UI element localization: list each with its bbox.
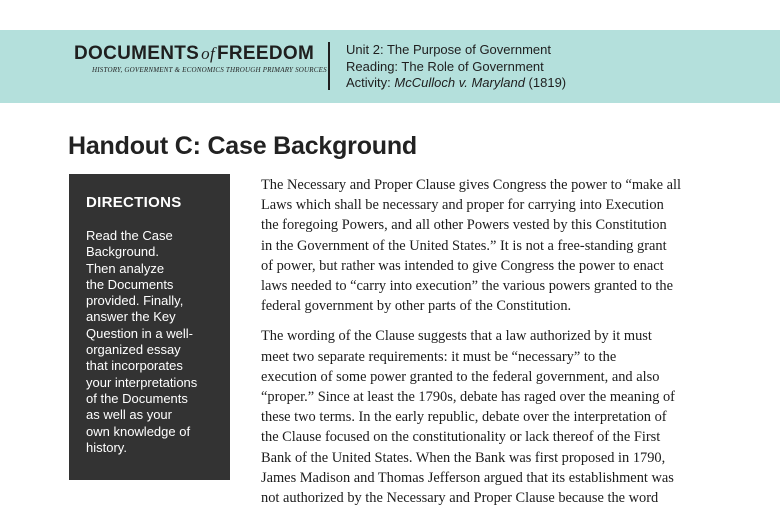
page-title: Handout C: Case Background xyxy=(68,132,417,160)
text-line: laws needed to “carry into execution” the various powers granted to the xyxy=(261,278,673,295)
directions-line: that incorporates xyxy=(86,358,183,374)
activity-line xyxy=(346,75,566,92)
text-line: “proper.” Since at least the 1790s, debate has raged over the meaning of xyxy=(261,389,675,406)
header-divider xyxy=(328,42,330,90)
text-line: meet two separate requirements: it must be “necessary” to the xyxy=(261,348,617,365)
logo-tagline: HISTORY, GOVERNMENT & ECONOMICS THROUGH PRIMARY SOURCES xyxy=(92,66,327,74)
text-line: Bank of the United States. When the Bank was first proposed in 1790, xyxy=(261,449,666,466)
directions-box xyxy=(69,174,230,480)
directions-line: organized essay xyxy=(86,342,181,358)
text-line: of power, but rather was intended to give Congress the power to enact xyxy=(261,257,664,274)
text-line: the Clause focused on the constitutionality or lack thereof of the First xyxy=(261,429,661,446)
text-line: federal government by other parts of the Constitution. xyxy=(261,298,572,315)
paragraph-1 xyxy=(261,175,721,316)
unit-info xyxy=(346,42,566,92)
activity-year: (1819) xyxy=(524,75,567,90)
text-line: The wording of the Clause suggests that a law authorized by it must xyxy=(261,328,652,345)
text-line: not authorized by the Necessary and Proper Clause because the word xyxy=(261,490,659,507)
directions-text xyxy=(86,228,213,456)
directions-line: Read the Case xyxy=(86,228,173,243)
activity-case: McCulloch v. Maryland xyxy=(394,75,525,90)
logo-word-of: of xyxy=(201,44,215,63)
directions-line: provided. Finally, xyxy=(86,293,184,309)
directions-line: Then analyze xyxy=(86,260,165,276)
text-line: execution of some power granted to the federal government, and also xyxy=(261,368,660,385)
directions-line: history. xyxy=(86,439,127,455)
directions-line: of the Documents xyxy=(86,390,188,406)
text-line: Laws which shall be necessary and proper for carrying into Execution xyxy=(261,197,664,214)
directions-line: answer the Key xyxy=(86,309,176,325)
text-line: the foregoing Powers, and all other Powers vested by this Constitution xyxy=(261,217,667,234)
site-logo[interactable] xyxy=(74,43,314,65)
logo-word-freedom: FREEDOM xyxy=(216,43,315,64)
directions-line: own knowledge of xyxy=(86,423,191,439)
directions-line: your interpretations xyxy=(86,374,198,390)
unit-line: Unit 2: The Purpose of Government xyxy=(346,42,551,57)
text-line: The Necessary and Proper Clause gives Congress the power to “make all xyxy=(261,177,681,193)
directions-line: as well as your xyxy=(86,407,172,423)
case-background-text xyxy=(261,175,721,518)
reading-line: Reading: The Role of Government xyxy=(346,58,544,74)
logo-word-documents: DOCUMENTS xyxy=(74,43,200,64)
text-line: in the Government of the United States.” It is not a free-standing grant xyxy=(261,237,667,254)
activity-prefix: Activity: xyxy=(346,75,395,90)
text-line: James Madison and Thomas Jefferson argued that its establishment was xyxy=(261,469,674,486)
directions-line: Question in a well- xyxy=(86,325,193,341)
paragraph-2 xyxy=(261,326,721,508)
text-line: these two terms. In the early republic, debate over the interpretation of xyxy=(261,409,667,426)
directions-line: Background. xyxy=(86,244,159,260)
directions-title: DIRECTIONS xyxy=(86,194,182,211)
directions-line: the Documents xyxy=(86,276,174,292)
